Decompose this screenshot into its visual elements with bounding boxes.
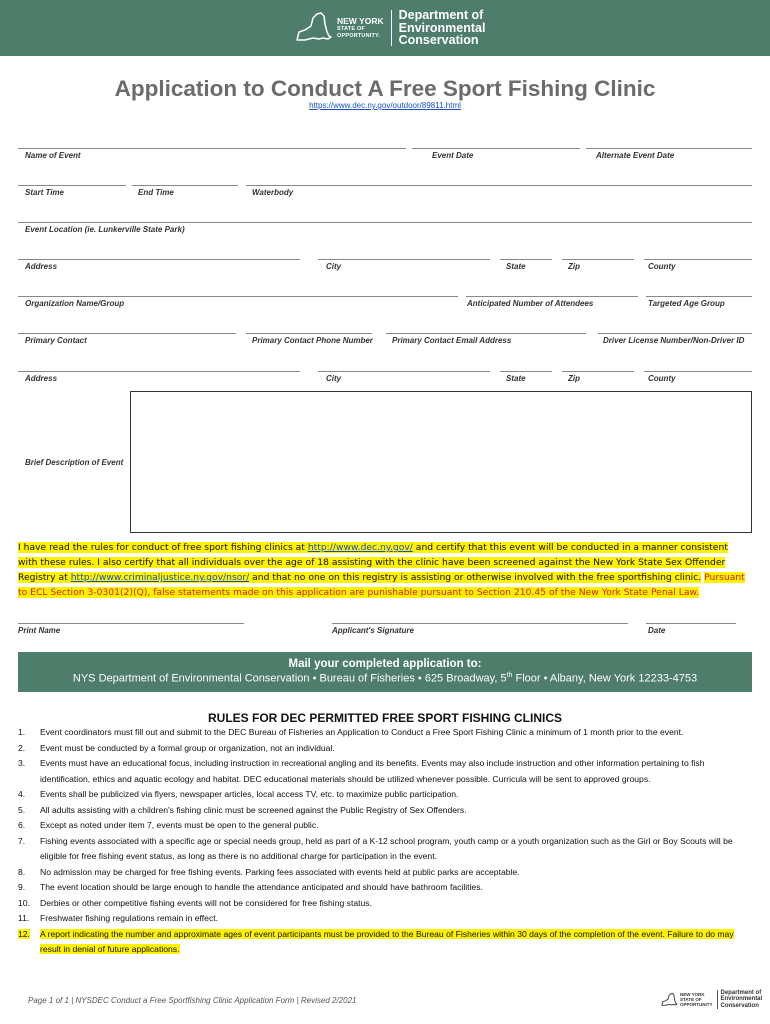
certification-text <box>18 540 748 600</box>
rule-number: 6. <box>18 820 26 830</box>
city2-label: City <box>326 374 342 383</box>
alternate-event-date-label: Alternate Event Date <box>596 151 675 160</box>
applicant-signature-label: Applicant's Signature <box>332 626 414 635</box>
footer-dec-logo <box>660 990 762 1009</box>
mini-nys-line1: NEW YORK <box>680 992 705 998</box>
mail-address-sup: th <box>506 672 513 679</box>
rule-item <box>18 803 752 819</box>
waterbody-label: Waterbody <box>252 188 294 197</box>
rule-number: 12. <box>18 928 30 939</box>
mailing-address-banner <box>18 652 752 692</box>
page-title: Application to Conduct A Free Sport Fishing Clinic <box>114 76 656 101</box>
rule-text: A report indicating the number and approximate ages of event participants must be provided to the Bureau of Fisheries within 30 days of the completion of the event. Failure to do may result in denial of future applications. <box>40 928 734 954</box>
nys-dec-logo <box>293 7 485 49</box>
start-time-line[interactable] <box>18 185 126 186</box>
page-footer: Page 1 of 1 | NYSDEC Conduct a Free Sportfishing Clinic Application Form | Revised 2/2021 <box>28 996 357 1005</box>
primary-contact-label: Primary Contact <box>25 336 87 345</box>
info-link[interactable]: https://www.dec.ny.gov/outdoor/89811.html <box>309 101 461 110</box>
attendees-label: Anticipated Number of Attendees <box>467 299 594 308</box>
dept-line2: Environmental <box>398 20 486 35</box>
rule-number: 8. <box>18 866 26 877</box>
rule-text: Fishing events associated with a specific age or special needs group, held as part of a K-12 school program, youth camp or a youth organization such as the Girl or Boy Scouts will be eligible for free fishing event status, as long as there is no additional charge for participation in the event. <box>40 835 733 861</box>
mini-dept-line1: Department of <box>720 990 762 996</box>
rule-text: No admission may be charged for free fishing events. Parking fees associated with events held at public parks are acceptable. <box>40 866 520 877</box>
state2-line[interactable] <box>500 371 552 372</box>
state-label: State <box>506 262 526 271</box>
nsor-registry-link[interactable]: http://www.criminaljustice.ny.gov/nsor/ <box>70 572 250 583</box>
brief-description-label: Brief Description of Event <box>25 458 124 467</box>
zip2-label: Zip <box>568 374 580 383</box>
primary-contact-line[interactable] <box>18 333 236 334</box>
mini-nys-wordmark <box>680 992 713 1007</box>
rule-item <box>18 787 752 803</box>
event-location-label: Event Location (ie. Lunkerville State Park) <box>25 225 185 234</box>
county2-line[interactable] <box>644 371 752 372</box>
event-date-line[interactable] <box>412 148 580 149</box>
signature-line[interactable] <box>332 623 628 624</box>
attendees-line[interactable] <box>466 296 638 297</box>
contact-phone-label: Primary Contact Phone Number <box>252 336 373 345</box>
driver-license-label: Driver License Number/Non-Driver ID <box>603 336 745 345</box>
state-line[interactable] <box>500 259 552 260</box>
mini-dept-line2: Environmental <box>720 996 763 1003</box>
rule-item <box>18 741 752 757</box>
print-name-label: Print Name <box>18 626 61 635</box>
rule-item <box>18 865 752 881</box>
rules-list <box>18 725 752 958</box>
rule-number: 9. <box>18 882 26 892</box>
address2-label: Address <box>25 374 58 383</box>
rule-item <box>18 818 752 834</box>
age-group-label: Targeted Age Group <box>648 299 725 308</box>
rule-number: 10. <box>18 897 30 908</box>
address2-line[interactable] <box>18 371 300 372</box>
county-line[interactable] <box>644 259 752 260</box>
rule-text: Event coordinators must fill out and submit to the DEC Bureau of Fisheries an Application to Conduct a Free Sport Fishing Clinic a minimum of 1 month prior to the event. <box>40 727 684 737</box>
new-york-state-outline-icon <box>293 10 333 46</box>
print-name-line[interactable] <box>18 623 244 624</box>
rule-number: 5. <box>18 804 26 815</box>
state2-label: State <box>506 374 526 383</box>
mini-nys-line3: OPPORTUNITY <box>680 1002 713 1008</box>
rule-item <box>18 725 752 741</box>
rule-item <box>18 911 752 927</box>
driver-license-line[interactable] <box>598 333 752 334</box>
nys-line1: NEW YORK <box>337 16 384 26</box>
rule-number: 4. <box>18 789 26 799</box>
name-of-event-label: Name of Event <box>25 151 81 160</box>
address-label: Address <box>25 262 58 271</box>
cert-part2: and certify that this event will be conducted in a manner consistent with these rules. I also certify that all individuals over the age of 18 assisting with the clinic have been screened against the New York State Sex Offender Registry at <box>18 542 728 583</box>
rule-item <box>18 896 752 912</box>
alternate-event-date-line[interactable] <box>586 148 752 149</box>
brief-description-textarea[interactable] <box>130 391 752 533</box>
rule-number: 3. <box>18 758 26 768</box>
mail-heading: Mail your completed application to: <box>288 658 482 670</box>
end-time-line[interactable] <box>132 185 238 186</box>
county-label: County <box>648 262 676 271</box>
nys-line3: OPPORTUNITY. <box>337 32 381 39</box>
address-line[interactable] <box>18 259 300 260</box>
header-band <box>0 0 770 56</box>
age-group-line[interactable] <box>646 296 752 297</box>
rule-text: Events shall be publicized via flyers, newspaper articles, local access TV, etc. to maximize public participation. <box>40 789 459 799</box>
cert-part1: I have read the rules for conduct of free sport fishing clinics at <box>18 542 308 553</box>
nys-wordmark <box>337 17 384 39</box>
rule-text: Derbies or other competitive fishing events will not be considered for free fishing status. <box>40 897 372 908</box>
cert-warning: Pursuant to ECL Section 3-0301(2)(Q), false statements made on this application are punishable pursuant to Section 210.45 of the New York State Penal Law. <box>18 572 745 598</box>
rule-number: 2. <box>18 742 26 753</box>
start-time-label: Start Time <box>25 188 64 197</box>
event-date-label: Event Date <box>432 151 474 160</box>
organization-label: Organization Name/Group <box>25 299 125 308</box>
rule-number: 7. <box>18 835 26 846</box>
logo-divider <box>391 10 392 46</box>
city2-line[interactable] <box>318 371 490 372</box>
mini-nys-line2: STATE OF <box>680 997 702 1003</box>
rule-text: Freshwater fishing regulations remain in effect. <box>40 913 219 923</box>
contact-phone-line[interactable] <box>246 333 372 334</box>
date-label: Date <box>648 626 666 635</box>
mail-address <box>18 672 752 685</box>
rule-number: 11. <box>18 913 30 923</box>
dept-line1: Department of <box>398 8 484 23</box>
zip2-line[interactable] <box>562 371 634 372</box>
name-of-event-line[interactable] <box>18 148 406 149</box>
rule-text: All adults assisting with a children's fishing clinic must be screened against the Public Registry of Sex Offenders. <box>40 804 467 815</box>
rule-item <box>18 880 752 896</box>
dec-wordmark <box>399 9 486 47</box>
date-line[interactable] <box>646 623 736 624</box>
zip-label: Zip <box>568 262 580 271</box>
rule-text: The event location should be large enough to handle the attendance anticipated and should have bathroom facilities. <box>40 882 483 892</box>
end-time-label: End Time <box>138 188 174 197</box>
organization-line[interactable] <box>18 296 458 297</box>
rule-item-highlighted <box>18 927 752 958</box>
rule-text: Events must have an educational focus, including instruction in recreational angling and its benefits. Events may also include instruction and other information pertaining to fish identification, ethics and aquatic ecology and habitat. DEC educational materials should be utilized whenever possible. Curricula will be sent to approved groups. <box>40 758 705 784</box>
city-line[interactable] <box>318 259 490 260</box>
mini-dept-line3: Conservation <box>720 1002 759 1009</box>
contact-email-label: Primary Contact Email Address <box>392 336 512 345</box>
waterbody-line[interactable] <box>246 185 752 186</box>
rule-text: Event must be conducted by a formal group or organization, not an individual. <box>40 742 335 753</box>
rule-item <box>18 834 752 865</box>
city-label: City <box>326 262 342 271</box>
nys-line2: STATE OF <box>337 26 365 32</box>
rules-title: RULES FOR DEC PERMITTED FREE SPORT FISHING CLINICS <box>207 711 563 725</box>
dec-rules-link[interactable]: http://www.dec.ny.gov/ <box>307 542 413 553</box>
contact-email-line[interactable] <box>386 333 586 334</box>
mini-dec-wordmark <box>717 990 763 1009</box>
mail-address-post: Floor • Albany, New York 12233-4753 <box>512 672 698 685</box>
rule-item <box>18 756 752 787</box>
new-york-state-outline-icon <box>660 992 678 1008</box>
county2-label: County <box>648 374 676 383</box>
zip-line[interactable] <box>562 259 634 260</box>
cert-part3: and that no one on this registry is assisting or otherwise involved with the free sportfishing clinic. <box>249 572 702 583</box>
mail-address-pre: NYS Department of Environmental Conservation • Bureau of Fisheries • 625 Broadway, 5 <box>72 672 507 685</box>
event-location-line[interactable] <box>18 222 752 223</box>
rule-number: 1. <box>18 727 26 737</box>
dept-line3: Conservation <box>398 33 479 48</box>
rule-text: Except as noted under item 7, events must be open to the general public. <box>40 820 319 830</box>
